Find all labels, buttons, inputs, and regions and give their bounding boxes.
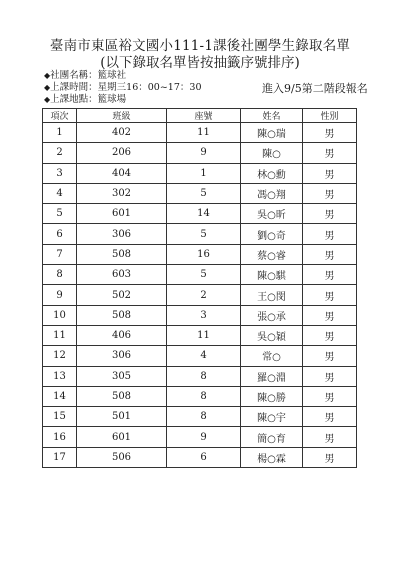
cell-gender: 男	[303, 427, 357, 447]
cell-seat-number: 9	[167, 427, 241, 447]
cell-name: 王○閔	[241, 285, 303, 305]
table-row	[43, 265, 357, 285]
cell-gender: 男	[303, 305, 357, 325]
cell-class: 306	[77, 346, 167, 366]
info-club-name	[44, 70, 126, 82]
table-row	[43, 183, 357, 203]
info-label: 上課地點：	[50, 94, 98, 105]
cell-index: 4	[43, 183, 77, 203]
cell-index: 14	[43, 386, 77, 406]
info-value: 籃球場	[97, 94, 127, 105]
cell-index: 10	[43, 305, 77, 325]
table-header-row	[43, 109, 357, 123]
cell-gender: 男	[303, 346, 357, 366]
cell-seat-number: 11	[167, 325, 241, 345]
cell-class: 406	[77, 325, 167, 345]
cell-seat-number: 8	[167, 386, 241, 406]
cell-seat-number: 4	[167, 346, 241, 366]
info-location	[44, 94, 126, 106]
cell-gender: 男	[303, 204, 357, 224]
cell-name: 陳○	[241, 143, 303, 163]
document-subtitle: (以下錄取名單皆按抽籤序號排序)	[100, 55, 300, 71]
info-label: 社團名稱：	[50, 70, 98, 81]
cell-gender: 男	[303, 386, 357, 406]
cell-seat-number: 3	[167, 305, 241, 325]
cell-index: 7	[43, 244, 77, 264]
diamond-bullet-icon: ◆	[44, 83, 51, 92]
cell-name: 吳○穎	[241, 325, 303, 345]
cell-gender: 男	[303, 325, 357, 345]
cell-name: 陳○騏	[241, 265, 303, 285]
cell-name: 羅○淵	[241, 366, 303, 386]
cell-gender: 男	[303, 447, 357, 467]
header-gender: 性別	[303, 109, 357, 123]
document-title: 臺南市東區裕文國小111-1課後社團學生錄取名單	[49, 38, 351, 54]
cell-class: 508	[77, 305, 167, 325]
cell-name: 蔡○睿	[241, 244, 303, 264]
diamond-bullet-icon: ◆	[44, 71, 51, 80]
cell-index: 15	[43, 407, 77, 427]
cell-name: 陳○勝	[241, 386, 303, 406]
cell-class: 305	[77, 366, 167, 386]
table-row	[43, 244, 357, 264]
cell-class: 502	[77, 285, 167, 305]
table-row	[43, 447, 357, 467]
table-row	[43, 285, 357, 305]
info-value: 籃球社	[97, 70, 127, 81]
cell-seat-number: 14	[167, 204, 241, 224]
cell-index: 8	[43, 265, 77, 285]
cell-gender: 男	[303, 285, 357, 305]
cell-class: 306	[77, 224, 167, 244]
cell-seat-number: 5	[167, 183, 241, 203]
cell-seat-number: 5	[167, 265, 241, 285]
cell-name: 林○勳	[241, 163, 303, 183]
cell-class: 404	[77, 163, 167, 183]
cell-class: 601	[77, 204, 167, 224]
cell-gender: 男	[303, 407, 357, 427]
cell-seat-number: 11	[167, 123, 241, 143]
cell-index: 2	[43, 143, 77, 163]
cell-gender: 男	[303, 123, 357, 143]
cell-gender: 男	[303, 183, 357, 203]
cell-class: 302	[77, 183, 167, 203]
info-class-time	[44, 82, 202, 94]
table-row	[43, 366, 357, 386]
table-row	[43, 163, 357, 183]
table-row	[43, 346, 357, 366]
info-value: 星期三16：00~17：30	[97, 82, 202, 93]
cell-name: 簡○育	[241, 427, 303, 447]
diamond-bullet-icon: ◆	[44, 95, 51, 104]
cell-class: 206	[77, 143, 167, 163]
cell-name: 張○承	[241, 305, 303, 325]
cell-name: 劉○奇	[241, 224, 303, 244]
cell-class: 501	[77, 407, 167, 427]
cell-index: 17	[43, 447, 77, 467]
cell-name: 常○	[241, 346, 303, 366]
registration-note: 進入9/5第二階段報名	[262, 82, 368, 95]
cell-index: 9	[43, 285, 77, 305]
cell-gender: 男	[303, 366, 357, 386]
cell-gender: 男	[303, 224, 357, 244]
table-row	[43, 204, 357, 224]
cell-seat-number: 1	[167, 163, 241, 183]
table-row	[43, 407, 357, 427]
cell-name: 吳○昕	[241, 204, 303, 224]
cell-seat-number: 5	[167, 224, 241, 244]
cell-class: 506	[77, 447, 167, 467]
table-row	[43, 427, 357, 447]
table-row	[43, 123, 357, 143]
cell-index: 3	[43, 163, 77, 183]
header-class: 班級	[77, 109, 167, 123]
cell-name: 陳○瑞	[241, 123, 303, 143]
table-row	[43, 143, 357, 163]
table-row	[43, 305, 357, 325]
cell-seat-number: 6	[167, 447, 241, 467]
cell-class: 603	[77, 265, 167, 285]
table-row	[43, 386, 357, 406]
cell-seat-number: 8	[167, 366, 241, 386]
cell-seat-number: 9	[167, 143, 241, 163]
cell-name: 馮○翔	[241, 183, 303, 203]
cell-name: 陳○宇	[241, 407, 303, 427]
header-seat-number: 座號	[167, 109, 241, 123]
cell-index: 12	[43, 346, 77, 366]
cell-index: 11	[43, 325, 77, 345]
header-name: 姓名	[241, 109, 303, 123]
cell-gender: 男	[303, 163, 357, 183]
header-index: 項次	[43, 109, 77, 123]
cell-name: 楊○霖	[241, 447, 303, 467]
table-row	[43, 325, 357, 345]
cell-index: 6	[43, 224, 77, 244]
cell-seat-number: 2	[167, 285, 241, 305]
cell-class: 601	[77, 427, 167, 447]
cell-index: 1	[43, 123, 77, 143]
table-row	[43, 224, 357, 244]
cell-class: 508	[77, 386, 167, 406]
cell-seat-number: 16	[167, 244, 241, 264]
cell-class: 402	[77, 123, 167, 143]
roster-table	[42, 108, 357, 468]
cell-gender: 男	[303, 143, 357, 163]
cell-gender: 男	[303, 244, 357, 264]
cell-gender: 男	[303, 265, 357, 285]
cell-index: 5	[43, 204, 77, 224]
cell-class: 508	[77, 244, 167, 264]
cell-seat-number: 8	[167, 407, 241, 427]
cell-index: 16	[43, 427, 77, 447]
info-label: 上課時間：	[50, 82, 98, 93]
cell-index: 13	[43, 366, 77, 386]
